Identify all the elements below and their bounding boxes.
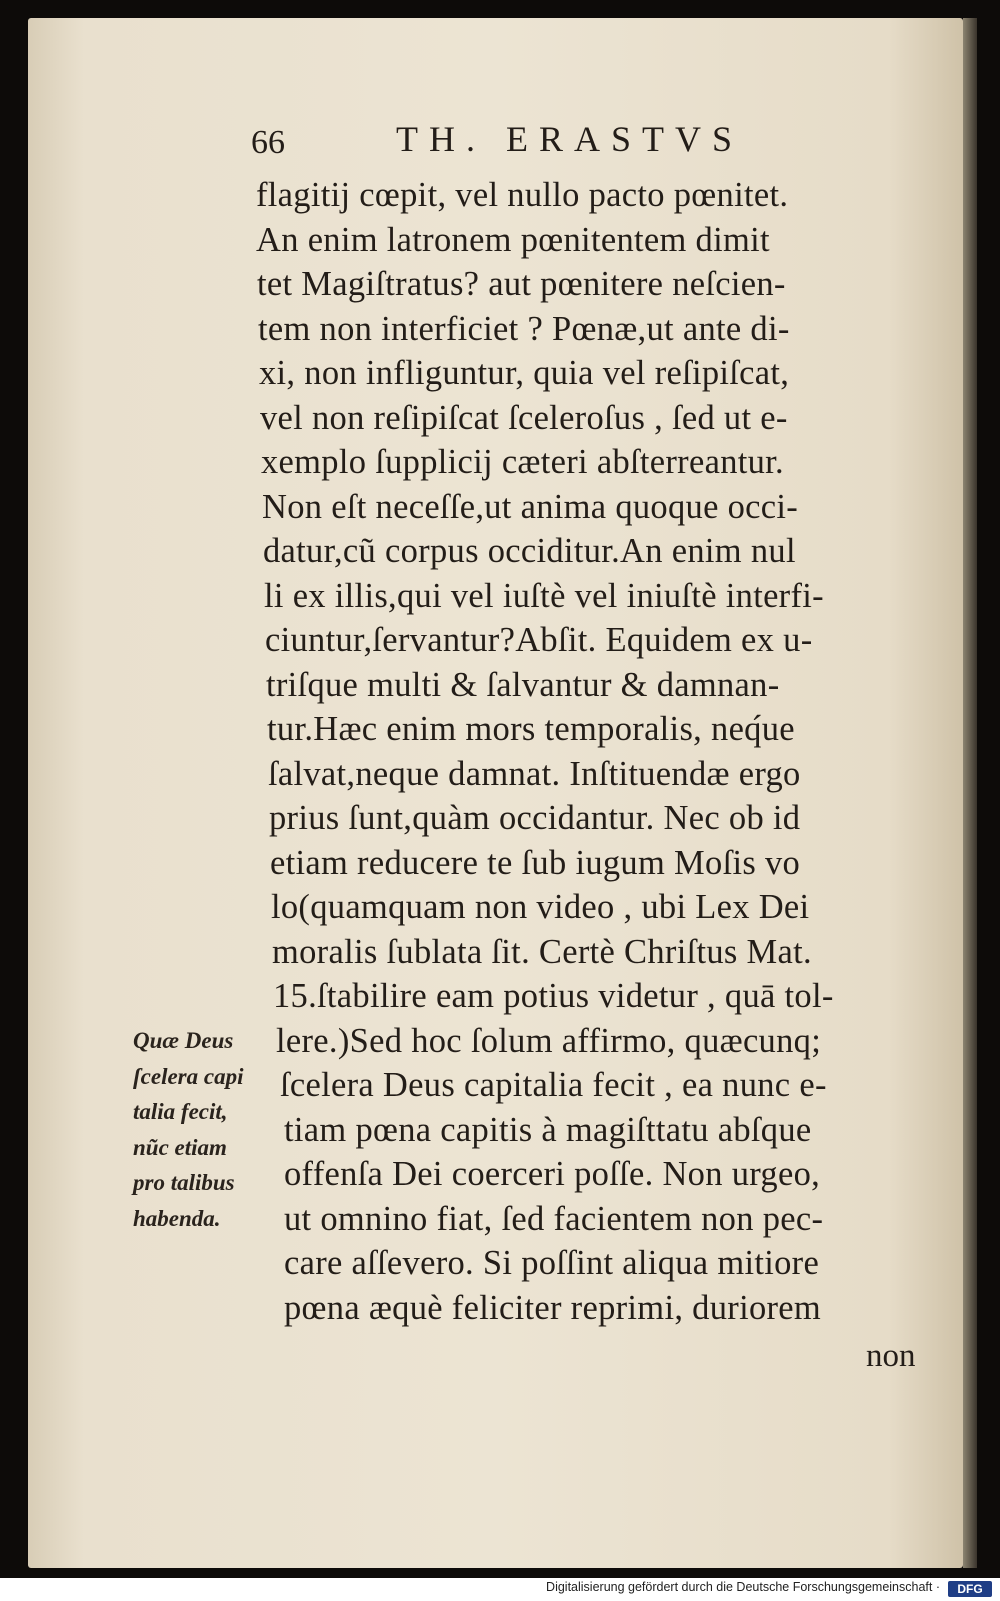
text-line: pœna æquè feliciter reprimi, duriorem bbox=[284, 1288, 822, 1327]
marginal-note-line: habenda. bbox=[133, 1205, 221, 1231]
page-header bbox=[28, 118, 963, 178]
text-line: triſque multi & ſalvantur & damnan- bbox=[266, 665, 780, 704]
marginal-note-line: talia fecit, bbox=[133, 1099, 228, 1124]
page-number: 66 bbox=[251, 124, 285, 161]
funding-credit: Digitalisierung gefördert durch die Deutsche Forschungsgemeinschaft · bbox=[546, 1580, 940, 1594]
text-line: ſcelera Deus capitalia fecit , ea nunc e- bbox=[280, 1066, 827, 1104]
text-line: moralis ſublata ſit. Certè Chriſtus Mat. bbox=[272, 932, 812, 971]
text-line: tem non interficiet ? Pœnæ,ut ante di- bbox=[258, 309, 790, 348]
footer-bar bbox=[0, 1578, 1000, 1601]
text-line: ſalvat,neque damnat. Inſtituendæ ergo bbox=[268, 754, 801, 793]
text-line: lo(quamquam non video , ubi Lex Dei bbox=[271, 888, 810, 926]
text-line: prius ſunt,quàm occidantur. Nec ob id bbox=[269, 799, 801, 837]
book-page bbox=[28, 18, 963, 1568]
text-line: xemplo ſupplicij cæteri abſterreantur. bbox=[261, 443, 784, 481]
marginal-note-line: pro talibus bbox=[133, 1170, 235, 1195]
text-line: lere.)Sed hoc ſolum affirmo, quæcunq; bbox=[276, 1021, 822, 1060]
text-line: An enim latronem pœnitentem dimit bbox=[256, 220, 770, 259]
text-line: Non eſt neceſſe,ut anima quoque occi- bbox=[262, 487, 799, 526]
marginal-note bbox=[133, 1023, 283, 1236]
text-line: ut omnino fiat, ſed facientem non pec- bbox=[284, 1199, 824, 1238]
catchword: non bbox=[866, 1338, 916, 1374]
text-line: xi, non infliguntur, quia vel reſipiſcat, bbox=[259, 354, 790, 392]
text-line: tet Magiſtratus? aut pœnitere neſcien- bbox=[257, 265, 786, 303]
dfg-logo-icon: DFG bbox=[948, 1581, 992, 1597]
text-line: offenſa Dei coerceri poſſe. Non urgeo, bbox=[284, 1155, 821, 1193]
text-line: care aſſevero. Si poſſint aliqua mitiore bbox=[284, 1244, 820, 1282]
text-line: etiam reducere te ſub iugum Moſis vo bbox=[270, 843, 801, 882]
marginal-note-line: Quæ Deus bbox=[133, 1028, 234, 1053]
marginal-note-line: ſcelera capi bbox=[133, 1063, 244, 1089]
running-head: TH. ERASTVS bbox=[396, 119, 744, 159]
text-line: flagitij cœpit, vel nullo pacto pœnitet. bbox=[256, 176, 789, 214]
text-line: 15.ſtabilire eam potius videtur , quā tol- bbox=[273, 977, 834, 1015]
text-line: datur,cũ corpus occiditur.An enim nul bbox=[263, 532, 796, 570]
text-line: ciuntur,ſervantur?Abſit. Equidem ex u- bbox=[265, 621, 813, 659]
marginal-note-line: nũc etiam bbox=[133, 1134, 227, 1160]
text-line: tur.Hæc enim mors temporalis, neq́ue bbox=[267, 710, 795, 748]
text-line: vel non reſipiſcat ſceleroſus , ſed ut e- bbox=[260, 398, 788, 437]
text-line: li ex illis,qui vel iuſtè vel iniuſtè interfi- bbox=[264, 576, 824, 615]
text-line: tiam pœna capitis à magiſttatu abſque bbox=[284, 1110, 812, 1149]
